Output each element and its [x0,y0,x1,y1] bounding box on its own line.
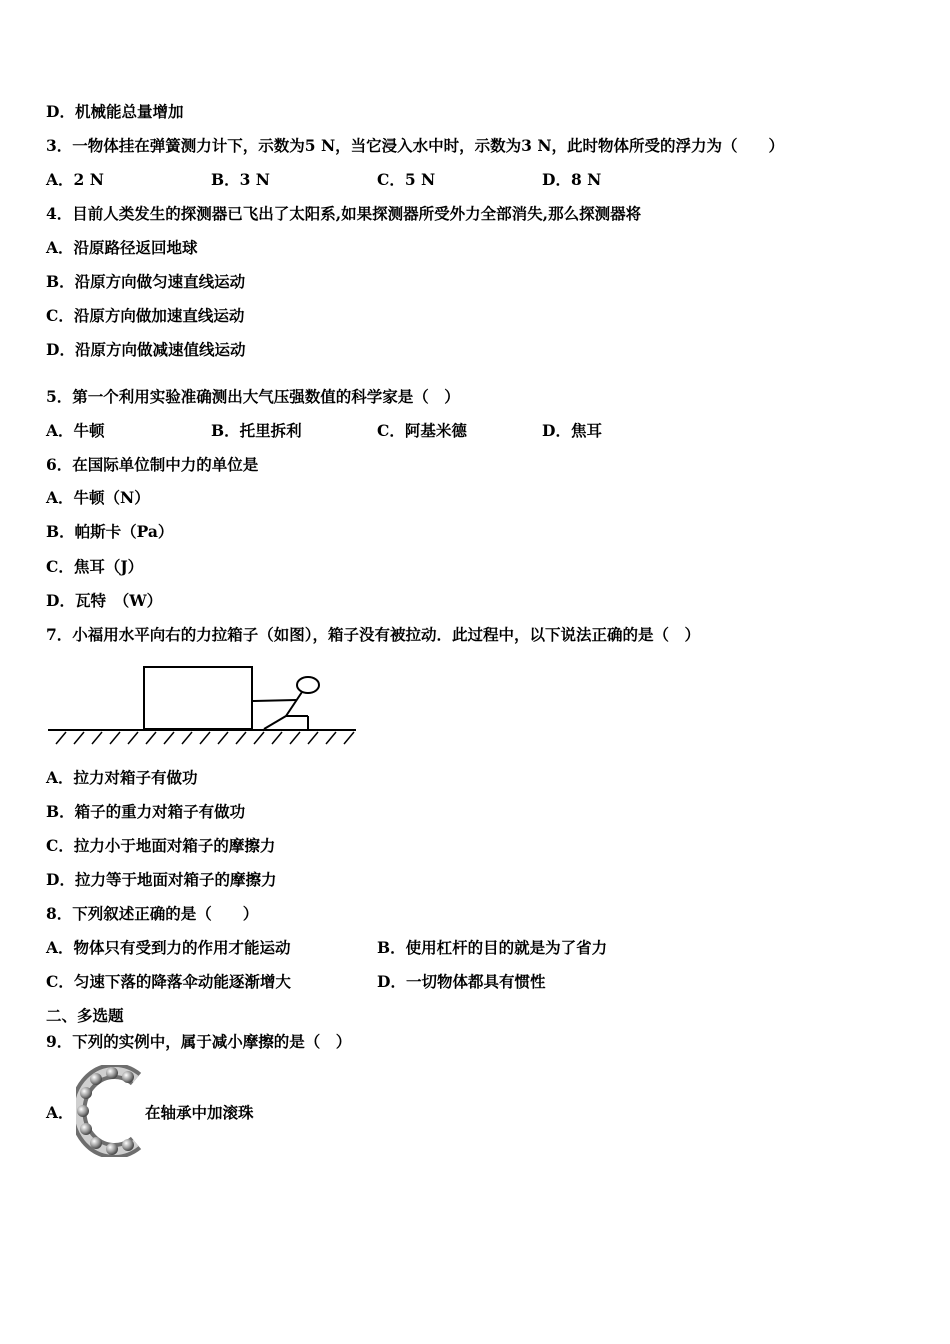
q7-option-b: B．箱子的重力对箱子有做功 [46,802,246,821]
q5-option-b: B．托里拆利 [211,421,302,440]
q3-option-a: A．2 N [46,170,104,189]
section-title-multiple-choice: 二、多选题 [46,1006,124,1025]
q2-option-d: D．机械能总量增加 [46,102,184,121]
ball-bearing-icon [76,1065,144,1157]
q8-option-d: D．一切物体都具有惯性 [377,972,546,991]
q9-stem: 9．下列的实例中，属于减小摩擦的是（ ） [46,1032,352,1051]
q7-stem: 7．小福用水平向右的力拉箱子（如图），箱子没有被拉动．此过程中，以下说法正确的是（ ） [46,625,701,644]
q7-option-c: C．拉力小于地面对箱子的摩擦力 [46,836,276,855]
q9-option-a-text: 在轴承中加滚珠 [145,1103,254,1122]
q4-option-c: C．沿原方向做加速直线运动 [46,306,245,325]
q3-option-b: B．3 N [211,170,270,189]
person-figure [253,677,319,729]
box-pulling-figure [46,660,360,750]
q6-option-a: A．牛顿（N） [46,488,150,507]
q6-option-c: C．焦耳（J） [46,557,144,576]
q7-option-a: A．拉力对箱子有做功 [46,768,198,787]
q3-stem: 3．一物体挂在弹簧测力计下，示数为5 N，当它浸入水中时，示数为3 N，此时物体所受的浮力为（ ） [46,136,784,155]
q6-option-b: B．帕斯卡（Pa） [46,522,174,541]
q5-option-d: D．焦耳 [542,421,602,440]
q3-option-d: D．8 N [542,170,602,189]
q6-option-d: D．瓦特 （W） [46,591,163,610]
ground-hatching [56,732,354,744]
q3-option-c: C．5 N [377,170,436,189]
q8-option-a: A．物体只有受到力的作用才能运动 [46,938,291,957]
q4-option-b: B．沿原方向做匀速直线运动 [46,272,246,291]
q8-stem: 8．下列叙述正确的是（ ） [46,904,259,923]
q8-option-c: C．匀速下落的降落伞动能逐渐增大 [46,972,291,991]
q6-stem: 6．在国际单位制中力的单位是 [46,455,259,474]
q9-option-a-label: A． [46,1103,74,1122]
q4-option-d: D．沿原方向做减速值线运动 [46,340,246,359]
q5-stem: 5．第一个利用实验准确测出大气压强数值的科学家是（ ） [46,387,460,406]
box [144,667,252,729]
q4-stem: 4．目前人类发生的探测器已飞出了太阳系,如果探测器所受外力全部消失,那么探测器将 [46,204,642,223]
q5-option-c: C．阿基米德 [377,421,467,440]
q8-option-b: B．使用杠杆的目的就是为了省力 [377,938,608,957]
q7-option-d: D．拉力等于地面对箱子的摩擦力 [46,870,277,889]
q4-option-a: A．沿原路径返回地球 [46,238,198,257]
q5-option-a: A．牛顿 [46,421,105,440]
